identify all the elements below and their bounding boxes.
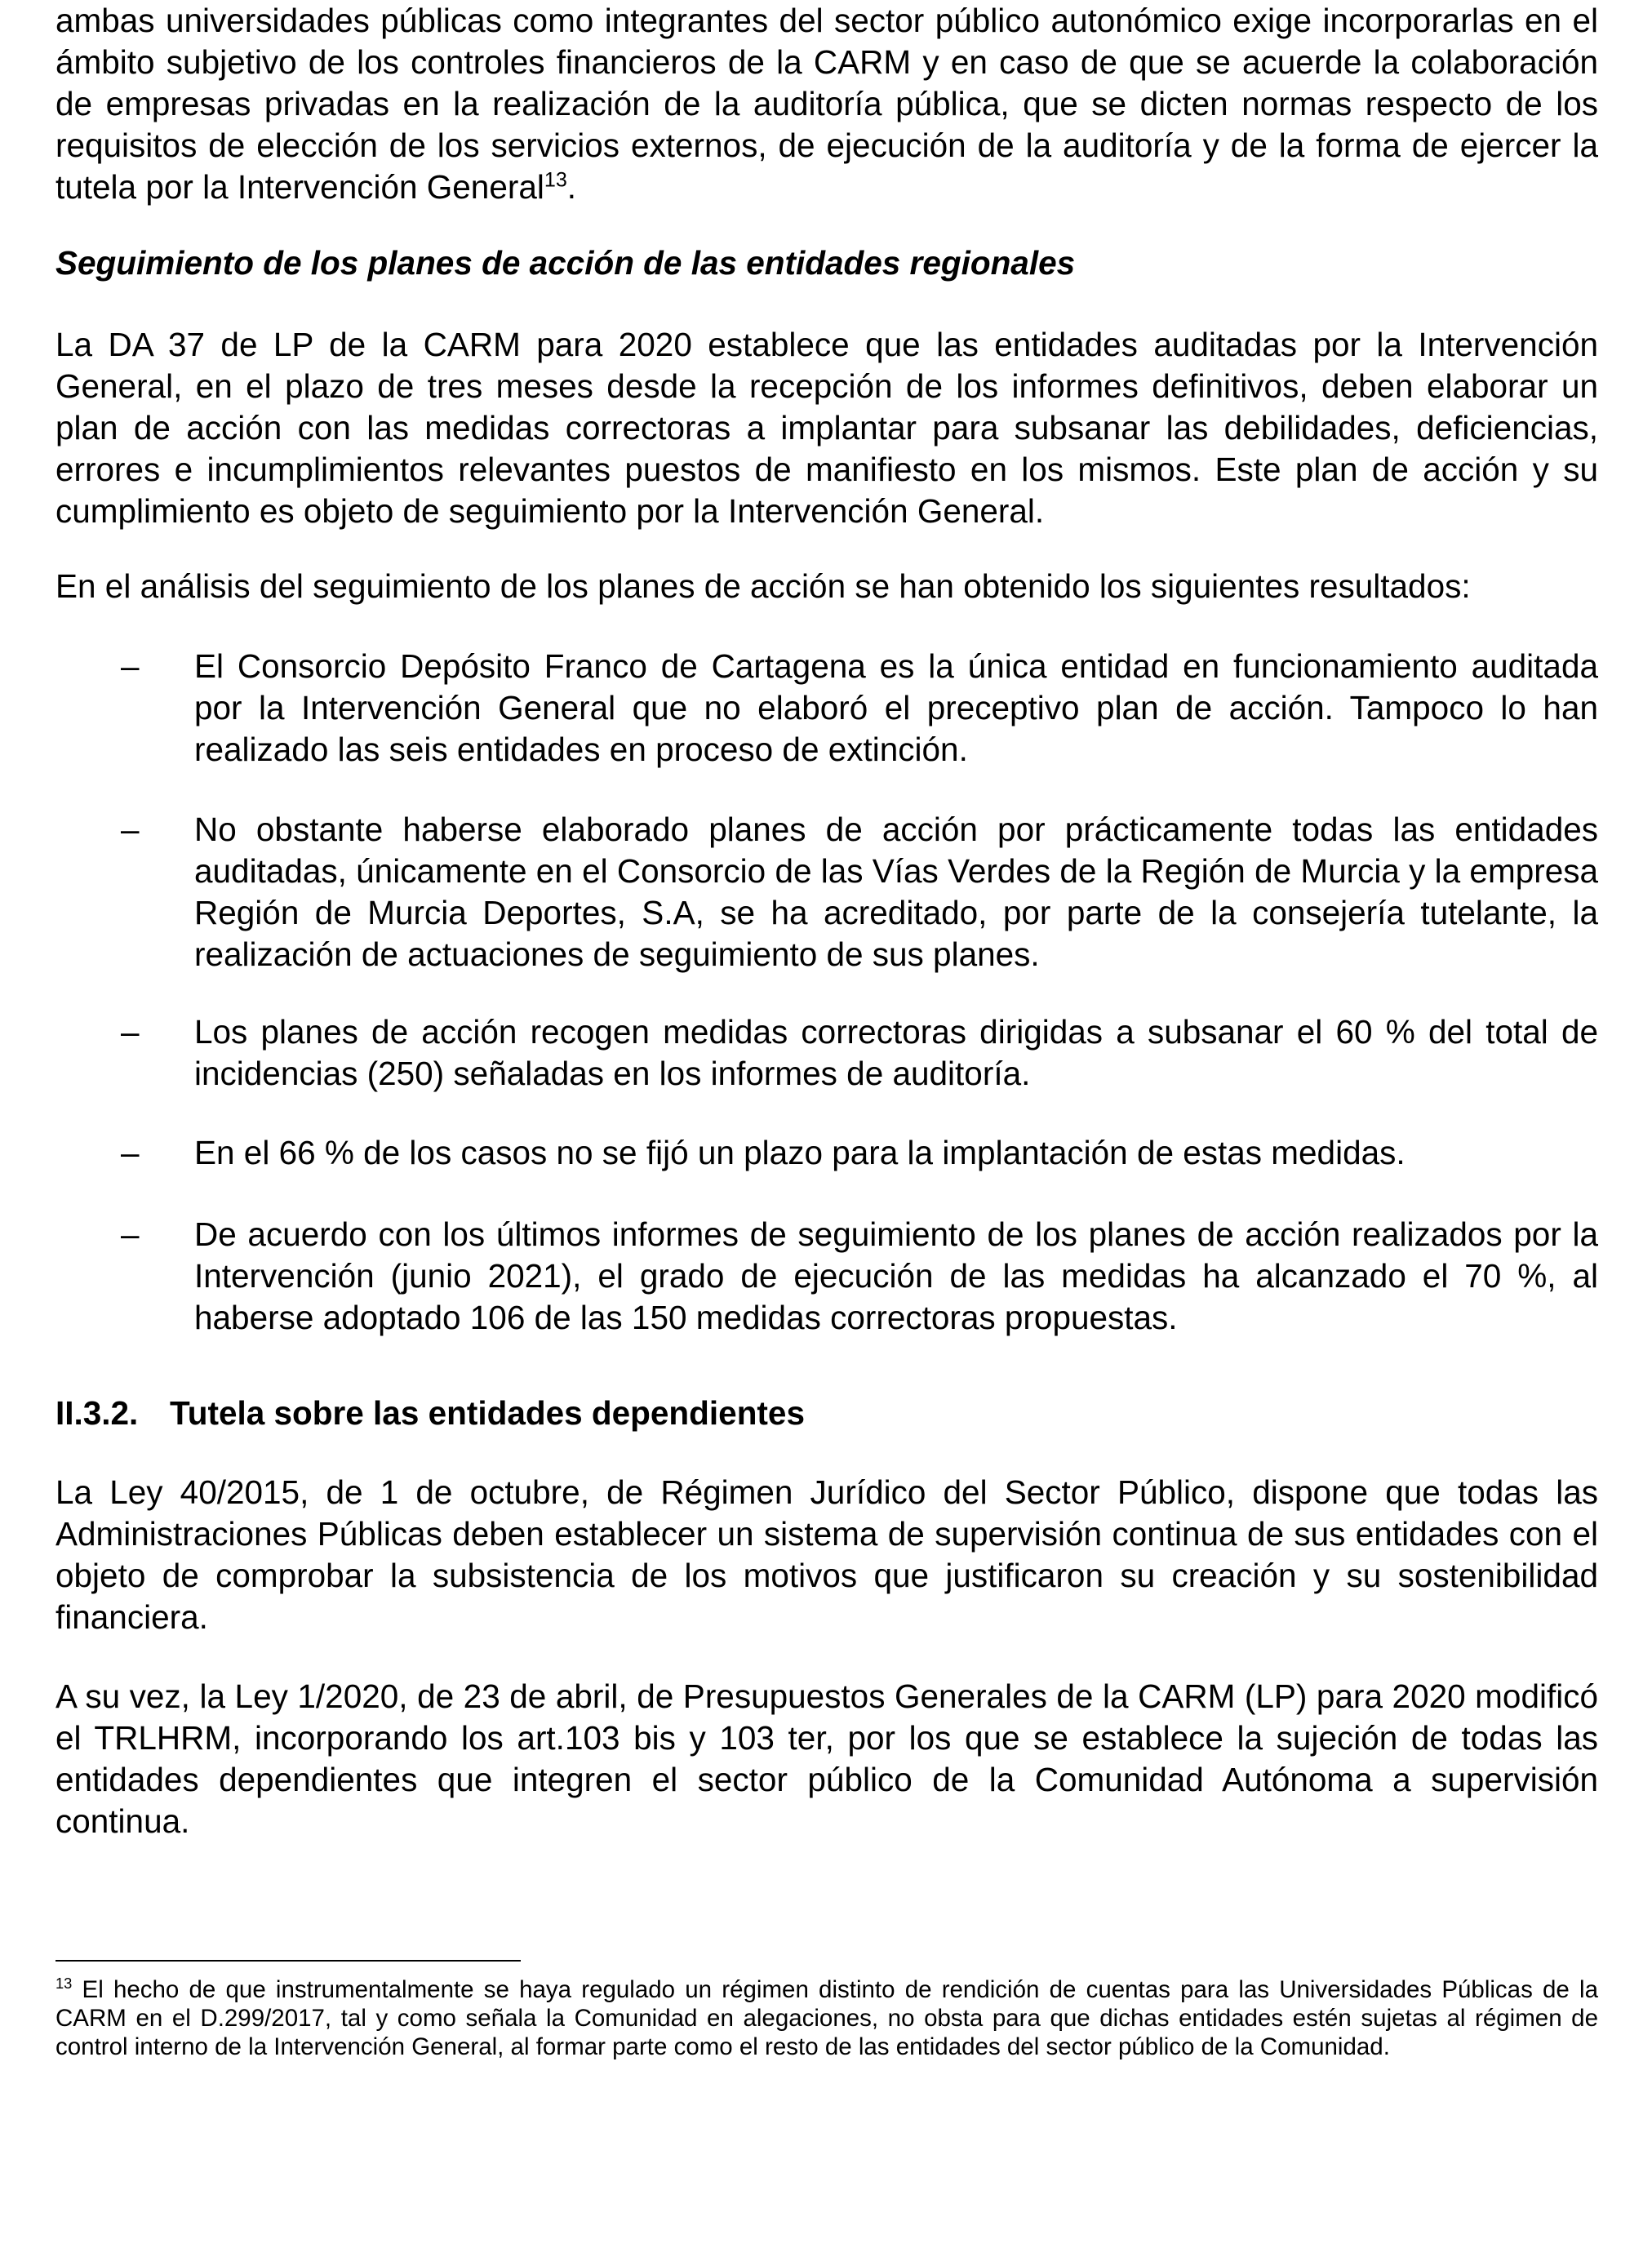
footnote-number: 13 [56, 1975, 73, 1993]
paragraph-analisis: En el análisis del seguimiento de los planes de acción se han obtenido los siguientes resultados: [56, 567, 1471, 605]
list-item-text: Los planes de acción recogen medidas correctoras dirigidas a subsanar el 60 % del total de incidencias (250) señaladas en los informes de auditoría. [194, 1013, 1598, 1092]
paragraph-continuation-text: ambas universidades públicas como integrantes del sector público autonómico exige incorporarlas en el ámbito subjetivo de los controles financieros de la CARM y en caso de que se acuerde la colaboración de empresas privadas en la realización de la auditoría pública, que se dicten normas respecto de los requisitos de elección de los servicios externos, de ejecución de la auditoría y de la forma de ejercer la tutela por la Intervención General [56, 2, 1598, 206]
list-item-text: De acuerdo con los últimos informes de seguimiento de los planes de acción realizados por la Intervención (junio 2021), el grado de ejecución de las medidas ha alcanzado el 70 %, al haberse adoptado 106 de las 150 medidas correctoras propuestas. [194, 1215, 1598, 1336]
list-item-text: En el 66 % de los casos no se fijó un plazo para la implantación de estas medidas. [194, 1134, 1406, 1171]
bullet-dash: – [121, 1215, 140, 1253]
footnote [56, 1975, 1598, 2061]
bullet-dash: – [121, 1134, 140, 1171]
footnote-reference[interactable]: 13 [544, 168, 567, 192]
list-item-text: El Consorcio Depósito Franco de Cartagena es la única entidad en funcionamiento auditada por la Intervención General que no elaboró el preceptivo plan de acción. Tampoco lo han realizado las seis entidades en proceso de extinción. [194, 647, 1598, 768]
section-number: II.3.2. [56, 1394, 139, 1432]
footnote-separator [56, 1960, 521, 1962]
paragraph-ley-1-2020: A su vez, la Ley 1/2020, de 23 de abril, de Presupuestos Generales de la CARM (LP) para 2020 modificó el TRLHRM, incorporando los art.103 bis y 103 ter, por los que se establece la sujeción de todas las entidades dependientes que integren el sector público de la Comunidad Autónoma a supervisión continua. [56, 1677, 1598, 1840]
paragraph-end-period: . [566, 168, 577, 206]
section-heading [56, 1393, 1598, 1434]
bullet-dash: – [121, 1013, 140, 1051]
paragraph-ley-40-2015: La Ley 40/2015, de 1 de octubre, de Régimen Jurídico del Sector Público, dispone que todas las Administraciones Públicas deben establecer un sistema de supervisión continua de sus entidades con el objeto de comprobar la subsistencia de los motivos que justificaron su creación y su sostenibilidad financiera. [56, 1473, 1598, 1636]
bullet-dash: – [121, 811, 140, 848]
footnote-text: El hecho de que instrumentalmente se haya regulado un régimen distinto de rendición de cuentas para las Universidades Públicas de la CARM en el D.299/2017, tal y como señala la Comunidad en alegaciones, no obsta para que dichas entidades estén sujetas al régimen de control interno de la Intervención General, al formar parte como el resto de las entidades del sector público de la Comunidad. [56, 1976, 1598, 2060]
section-title: Tutela sobre las entidades dependientes [170, 1394, 805, 1432]
paragraph-da37: La DA 37 de LP de la CARM para 2020 establece que las entidades auditadas por la Intervención General, en el plazo de tres meses desde la recepción de los informes definitivos, deben elaborar un plan de acción con las medidas correctoras a implantar para subsanar las debilidades, deficiencias, errores e incumplimientos relevantes puestos de manifiesto en los mismos. Este plan de acción y su cumplimiento es objeto de seguimiento por la Intervención General. [56, 326, 1598, 530]
paragraph-continuation [56, 0, 1598, 208]
subheading-seguimiento: Seguimiento de los planes de acción de las entidades regionales [56, 244, 1076, 282]
list-item-text: No obstante haberse elaborado planes de acción por prácticamente todas las entidades auditadas, únicamente en el Consorcio de las Vías Verdes de la Región de Murcia y la empresa Región de Murcia Deportes, S.A, se ha acreditado, por parte de la consejería tutelante, la realización de actuaciones de seguimiento de sus planes. [194, 811, 1598, 973]
bullet-dash: – [121, 647, 140, 685]
